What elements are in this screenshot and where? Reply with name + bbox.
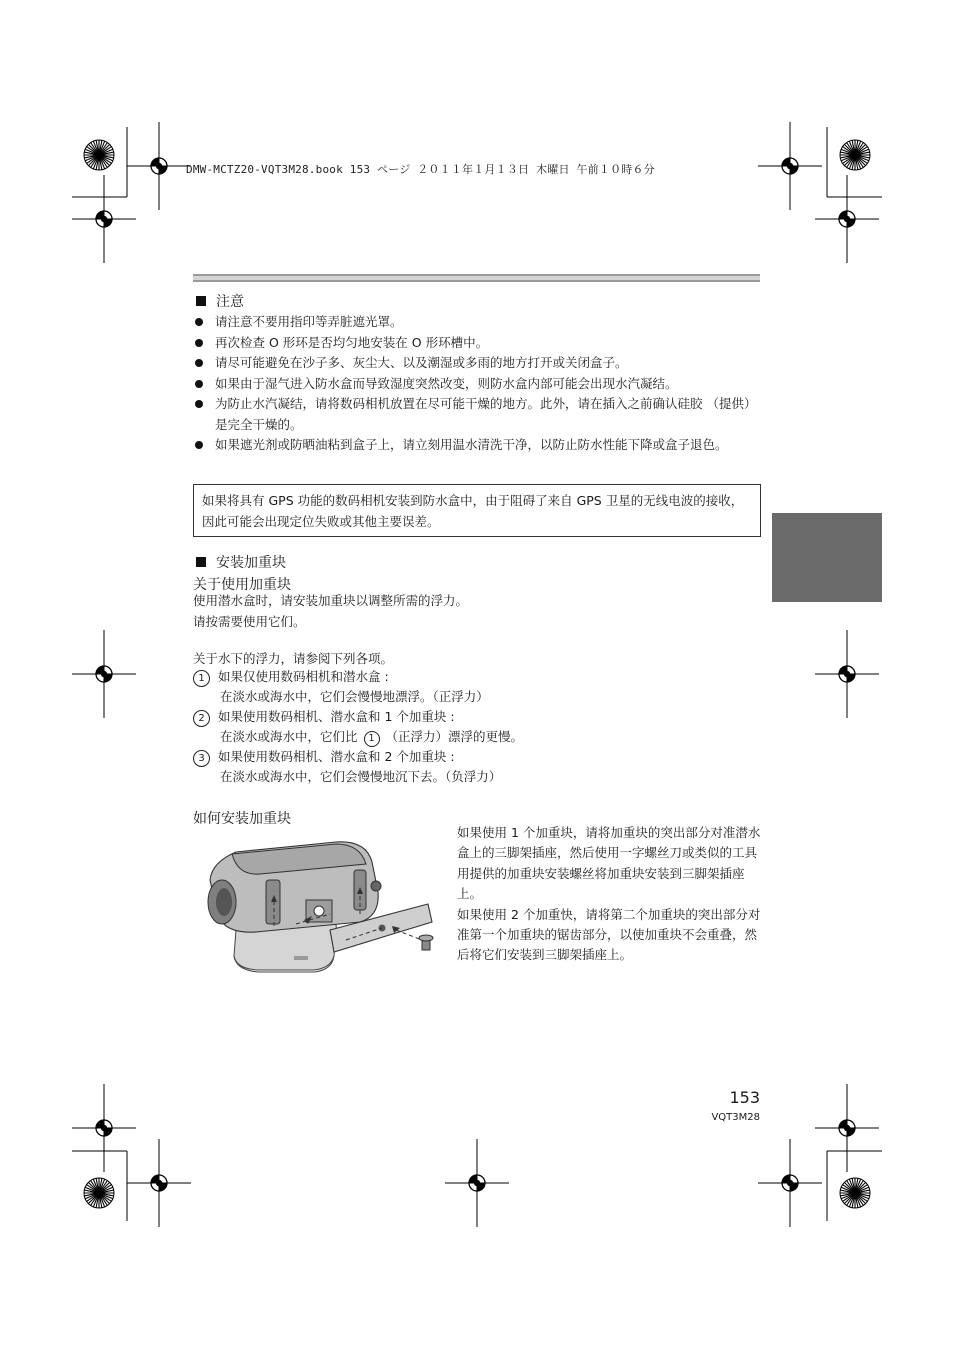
weights-title: 安装加重块 [216, 555, 286, 571]
refer-line: 关于水下的浮力，请参阅下列各项。 [193, 651, 394, 666]
about-weights-heading: 关于使用加重块 [193, 577, 291, 593]
caution-list [193, 312, 760, 456]
list-item: 为防止水汽凝结，请将数码相机放置在尽可能干燥的地方。此外，请在插入之前确认硅胶 （提供）是完全干燥的。 [193, 394, 760, 435]
howto-paragraph-1: 如果使用 1 个加重块，请将加重块的突出部分对准潜水盒上的三脚架插座，然后使用一字螺丝刀或类似的工具用提供的加重块安装螺丝将加重块安装到三脚架插座上。 [457, 825, 761, 902]
page-number: 153 [729, 1088, 760, 1107]
list-item: 如果由于湿气进入防水盒而导致湿度突然改变，则防水盒内部可能会出现水汽凝结。 [193, 374, 760, 395]
circled-number: 3 [193, 750, 210, 767]
weight-installation-illustration [196, 830, 441, 982]
doc-code: VQT3M28 [711, 1112, 760, 1123]
caution-heading [196, 291, 244, 311]
print-header: DMW-MCTZ20-VQT3M28.book 153 ページ ２０１１年１月１３日 木曜日 午前１０時６分 [186, 163, 655, 176]
buoyancy-cases [193, 667, 760, 787]
case-result: 在淡水或海水中，它们会慢慢地漂浮。（正浮力） [220, 689, 489, 704]
case-item: 3 如果使用数码相机、潜水盒和 2 个加重块 : [193, 747, 760, 767]
howto-paragraph-2: 如果使用 2 个加重快，请将第二个加重块的突出部分对准第一个加重块的锯齿部分，以使加重块不会重叠，然后将它们安装到三脚架插座上。 [457, 906, 761, 963]
circled-number: 1 [193, 670, 210, 687]
list-item: 如果遮光剂或防晒油粘到盒子上，请立刻用温水清洗干净，以防止防水性能下降或盒子退色。 [193, 435, 760, 456]
chapter-tab [772, 513, 882, 602]
case-item: 2 如果使用数码相机、潜水盒和 1 个加重块 : [193, 707, 760, 727]
weights-heading [196, 552, 286, 572]
howto-text [457, 823, 761, 966]
case-result: 在淡水或海水中，它们比 1 （正浮力）漂浮的更慢。 [193, 727, 760, 747]
list-item: 请尽可能避免在沙子多、灰尘大、以及潮湿或多雨的地方打开或关闭盒子。 [193, 353, 760, 374]
section-rule [193, 274, 760, 282]
square-bullet-icon [196, 296, 206, 306]
case-item: 1 如果仅使用数码相机和潜水盒 : [193, 667, 760, 687]
circled-number: 1 [364, 731, 380, 747]
gps-note-box: 如果将具有 GPS 功能的数码相机安装到防水盒中，由于阻碍了来自 GPS 卫星的无线电波的接收，因此可能会出现定位失败或其他主要误差。 [193, 484, 761, 537]
howto-heading: 如何安装加重块 [193, 811, 291, 827]
list-item: 再次检查 O 形环是否均匀地安装在 O 形环槽中。 [193, 333, 760, 354]
square-bullet-icon [196, 557, 206, 567]
intro-line-1: 使用潜水盒时，请安装加重块以调整所需的浮力。 [193, 593, 469, 608]
intro-line-2: 请按需要使用它们。 [193, 614, 306, 629]
case-result: 在淡水或海水中，它们会慢慢地沉下去。（负浮力） [220, 769, 502, 784]
circled-number: 2 [193, 710, 210, 727]
list-item: 请注意不要用指印等弄脏遮光罩。 [193, 312, 760, 333]
caution-title: 注意 [216, 294, 244, 310]
